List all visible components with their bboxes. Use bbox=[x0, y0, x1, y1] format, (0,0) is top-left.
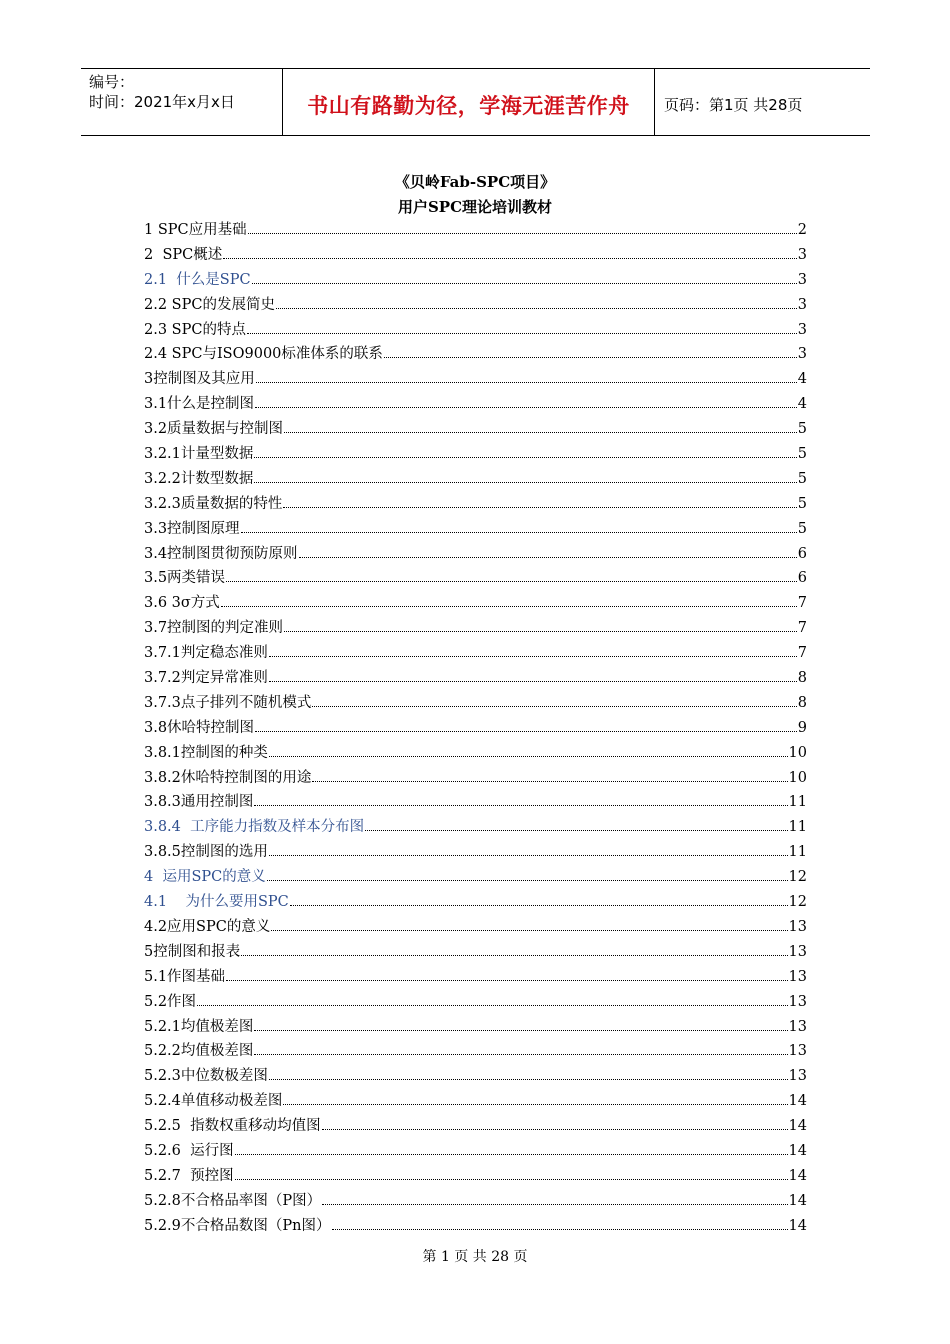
toc-entry-label: 3.2.3质量数据的特性 bbox=[144, 495, 283, 512]
toc-entry-label: 3.1什么是控制图 bbox=[144, 396, 255, 413]
page-footer: 第 1 页 共 28 页 bbox=[422, 1249, 528, 1265]
toc-entry-page: 7 bbox=[797, 620, 807, 637]
toc-entry[interactable] bbox=[144, 392, 807, 417]
toc-entry[interactable] bbox=[144, 591, 807, 616]
toc-leader-dots bbox=[254, 805, 787, 806]
toc-entry[interactable] bbox=[144, 243, 807, 268]
toc-entry-label: 2.1 什么是SPC bbox=[144, 271, 251, 288]
toc-leader-dots bbox=[241, 955, 787, 956]
toc-entry-page: 13 bbox=[788, 1043, 807, 1060]
toc-entry-label: 5.2.9不合格品数图（Pn图） bbox=[144, 1217, 331, 1234]
toc-entry[interactable] bbox=[144, 1189, 807, 1214]
toc-entry-label: 5.2.6 运行图 bbox=[144, 1142, 234, 1159]
toc-entry-label: 3.3控制图原理 bbox=[144, 520, 240, 537]
header-motto-cell bbox=[282, 69, 655, 135]
toc-entry[interactable] bbox=[144, 766, 807, 791]
toc-leader-dots bbox=[255, 731, 797, 732]
header-number-label: 编号： bbox=[89, 73, 135, 91]
toc-entry-page: 13 bbox=[788, 943, 807, 960]
toc-entry-label: 5.2.4单值移动极差图 bbox=[144, 1093, 283, 1110]
toc-entry[interactable] bbox=[144, 666, 807, 691]
toc-entry-page: 5 bbox=[797, 520, 807, 537]
toc-entry-label: 4 运用SPC的意义 bbox=[144, 869, 266, 886]
toc-entry[interactable] bbox=[144, 965, 807, 990]
toc-leader-dots bbox=[269, 656, 797, 657]
toc-leader-dots bbox=[269, 855, 788, 856]
toc-entry-label: 5.2.8不合格品率图（P图） bbox=[144, 1192, 322, 1209]
toc-leader-dots bbox=[223, 258, 797, 259]
toc-entry-page: 13 bbox=[788, 993, 807, 1010]
toc-entry-page: 4 bbox=[797, 371, 807, 388]
toc-entry-label: 3.7.1判定稳态准则 bbox=[144, 645, 268, 662]
toc-entry-page: 5 bbox=[797, 446, 807, 463]
toc-leader-dots bbox=[283, 1104, 787, 1105]
toc-entry-label: 3.7.2判定异常准则 bbox=[144, 670, 268, 687]
toc-leader-dots bbox=[267, 880, 788, 881]
toc-entry[interactable] bbox=[144, 641, 807, 666]
toc-leader-dots bbox=[322, 1129, 788, 1130]
toc-entry-page: 8 bbox=[797, 694, 807, 711]
toc-leader-dots bbox=[254, 1054, 787, 1055]
toc-entry-page: 14 bbox=[788, 1167, 807, 1184]
toc-entry-page: 14 bbox=[788, 1093, 807, 1110]
toc-leader-dots bbox=[256, 382, 797, 383]
toc-leader-dots bbox=[235, 1179, 788, 1180]
header-page-info: 页码：第1页 共28页 bbox=[664, 95, 803, 114]
toc-entry-page: 6 bbox=[797, 570, 807, 587]
toc-entry[interactable] bbox=[144, 1089, 807, 1114]
toc-entry-label: 3控制图及其应用 bbox=[144, 371, 255, 388]
toc-leader-dots bbox=[299, 557, 797, 558]
toc-entry-label: 5.2.5 指数权重移动均值图 bbox=[144, 1118, 321, 1135]
toc-leader-dots bbox=[226, 980, 787, 981]
toc-entry-label: 2.4 SPC与ISO9000标准体系的联系 bbox=[144, 346, 383, 363]
toc-leader-dots bbox=[271, 930, 787, 931]
toc-entry-page: 5 bbox=[797, 495, 807, 512]
toc-entry-label: 3.8休哈特控制图 bbox=[144, 719, 255, 736]
toc-entry[interactable] bbox=[144, 517, 807, 542]
toc-leader-dots bbox=[254, 457, 796, 458]
toc-entry[interactable] bbox=[144, 616, 807, 641]
toc-entry[interactable] bbox=[144, 940, 807, 965]
document-subtitle: 用户SPC理论培训教材 bbox=[397, 198, 553, 216]
toc-leader-dots bbox=[241, 532, 797, 533]
toc-entry-label: 3.7.3点子排列不随机模式 bbox=[144, 694, 312, 711]
toc-entry-label: 3.5两类错误 bbox=[144, 570, 226, 587]
toc-entry[interactable] bbox=[144, 840, 807, 865]
toc-entry-page: 10 bbox=[788, 744, 807, 761]
toc-entry-label: 2 SPC概述 bbox=[144, 246, 223, 263]
toc-entry[interactable] bbox=[144, 342, 807, 367]
toc-entry-page: 11 bbox=[788, 794, 807, 811]
toc-entry-page: 13 bbox=[788, 1018, 807, 1035]
toc-entry-page: 3 bbox=[797, 246, 807, 263]
toc-entry[interactable] bbox=[144, 1214, 807, 1239]
toc-entry-label: 1 SPC应用基础 bbox=[144, 222, 247, 238]
toc-entry-page: 7 bbox=[797, 595, 807, 612]
toc-entry-page: 5 bbox=[797, 470, 807, 487]
toc-leader-dots bbox=[248, 233, 797, 234]
toc-entry[interactable] bbox=[144, 293, 807, 318]
header-time-label: 时间：2021年x月x日 bbox=[89, 93, 235, 111]
toc-entry[interactable] bbox=[144, 990, 807, 1015]
toc-leader-dots bbox=[221, 606, 797, 607]
toc-entry-label: 3.7控制图的判定准则 bbox=[144, 620, 284, 637]
toc-leader-dots bbox=[247, 333, 797, 334]
toc-entry-page: 3 bbox=[797, 346, 807, 363]
toc-entry[interactable] bbox=[144, 691, 807, 716]
toc-leader-dots bbox=[226, 581, 797, 582]
toc-entry-label: 3.8.2休哈特控制图的用途 bbox=[144, 769, 312, 786]
toc-entry[interactable] bbox=[144, 1064, 807, 1089]
toc-entry[interactable] bbox=[144, 367, 807, 392]
toc-entry-page: 5 bbox=[797, 421, 807, 438]
toc-entry-label: 5.2作图 bbox=[144, 993, 197, 1010]
toc-leader-dots bbox=[290, 905, 788, 906]
toc-entry-page: 9 bbox=[797, 719, 807, 736]
toc-leader-dots bbox=[269, 1079, 788, 1080]
toc-entry-page: 14 bbox=[788, 1118, 807, 1135]
toc-entry-label: 3.8.1控制图的种类 bbox=[144, 744, 268, 761]
toc-entry-label: 5.2.1均值极差图 bbox=[144, 1018, 254, 1035]
toc-entry-label: 5.1作图基础 bbox=[144, 968, 226, 985]
toc-entry-page: 12 bbox=[788, 869, 807, 886]
toc-leader-dots bbox=[284, 631, 797, 632]
toc-entry-label: 5.2.7 预控图 bbox=[144, 1167, 234, 1184]
toc-leader-dots bbox=[365, 830, 787, 831]
toc-entry-label: 5控制图和报表 bbox=[144, 943, 241, 960]
toc-entry-page: 14 bbox=[788, 1192, 807, 1209]
toc-entry-page: 6 bbox=[797, 545, 807, 562]
toc-entry-label: 3.8.3通用控制图 bbox=[144, 794, 254, 811]
toc-entry[interactable] bbox=[144, 566, 807, 591]
toc-entry-label: 3.8.4 工序能力指数及样本分布图 bbox=[144, 819, 365, 836]
header-motto: 书山有路勤为径，学海无涯苦作舟 bbox=[307, 94, 630, 118]
toc-leader-dots bbox=[254, 482, 796, 483]
toc-entry-label: 5.2.3中位数极差图 bbox=[144, 1068, 268, 1085]
toc-leader-dots bbox=[276, 308, 797, 309]
toc-leader-dots bbox=[197, 1005, 787, 1006]
toc-entry-page: 14 bbox=[788, 1217, 807, 1234]
toc-entry[interactable] bbox=[144, 492, 807, 517]
toc-leader-dots bbox=[255, 407, 797, 408]
document-title: 《贝岭Fab-SPC项目》 bbox=[394, 173, 556, 191]
toc-entry-page: 14 bbox=[788, 1142, 807, 1159]
toc-entry-label: 4.2应用SPC的意义 bbox=[144, 918, 271, 935]
toc-entry[interactable] bbox=[144, 1114, 807, 1139]
toc-entry-page: 4 bbox=[797, 396, 807, 413]
toc-leader-dots bbox=[312, 781, 787, 782]
toc-entry-page: 10 bbox=[788, 769, 807, 786]
toc-entry-page: 3 bbox=[797, 321, 807, 338]
toc-entry[interactable] bbox=[144, 218, 807, 243]
toc-entry-page: 13 bbox=[788, 918, 807, 935]
toc-entry[interactable] bbox=[144, 741, 807, 766]
toc-entry[interactable] bbox=[144, 467, 807, 492]
toc-entry[interactable] bbox=[144, 417, 807, 442]
toc-entry[interactable] bbox=[144, 1039, 807, 1064]
toc-entry-label: 3.8.5控制图的选用 bbox=[144, 844, 268, 861]
toc-leader-dots bbox=[322, 1204, 787, 1205]
header-meta bbox=[81, 69, 282, 135]
toc-entry-page: 3 bbox=[797, 296, 807, 313]
toc-entry-label: 5.2.2均值极差图 bbox=[144, 1043, 254, 1060]
toc-entry[interactable] bbox=[144, 1164, 807, 1189]
table-of-contents bbox=[144, 218, 807, 1239]
toc-entry-page: 7 bbox=[797, 645, 807, 662]
toc-leader-dots bbox=[332, 1229, 788, 1230]
toc-entry-page: 8 bbox=[797, 670, 807, 687]
toc-entry[interactable] bbox=[144, 815, 807, 840]
toc-leader-dots bbox=[252, 283, 797, 284]
toc-entry[interactable] bbox=[144, 1139, 807, 1164]
toc-entry[interactable] bbox=[144, 318, 807, 343]
toc-entry[interactable] bbox=[144, 542, 807, 567]
toc-entry-label: 3.4控制图贯彻预防原则 bbox=[144, 545, 298, 562]
toc-entry-page: 13 bbox=[788, 968, 807, 985]
toc-entry-label: 3.2.2计数型数据 bbox=[144, 470, 254, 487]
toc-leader-dots bbox=[235, 1154, 788, 1155]
toc-entry-label: 3.2质量数据与控制图 bbox=[144, 421, 284, 438]
toc-entry[interactable] bbox=[144, 442, 807, 467]
toc-entry[interactable] bbox=[144, 865, 807, 890]
toc-leader-dots bbox=[384, 357, 797, 358]
toc-entry[interactable] bbox=[144, 716, 807, 741]
toc-entry-label: 4.1 为什么要用SPC bbox=[144, 894, 289, 911]
toc-entry[interactable] bbox=[144, 1015, 807, 1040]
toc-entry-page: 11 bbox=[788, 819, 807, 836]
toc-leader-dots bbox=[312, 706, 796, 707]
toc-leader-dots bbox=[254, 1030, 787, 1031]
toc-entry-page: 13 bbox=[788, 1068, 807, 1085]
toc-entry[interactable] bbox=[144, 268, 807, 293]
toc-entry[interactable] bbox=[144, 890, 807, 915]
toc-leader-dots bbox=[269, 681, 797, 682]
page-header bbox=[81, 68, 870, 136]
toc-entry-page: 11 bbox=[788, 844, 807, 861]
toc-entry-label: 2.2 SPC的发展简史 bbox=[144, 296, 275, 313]
toc-entry-label: 2.3 SPC的特点 bbox=[144, 321, 246, 338]
toc-entry[interactable] bbox=[144, 915, 807, 940]
toc-entry-label: 3.6 3σ方式 bbox=[144, 595, 220, 612]
toc-leader-dots bbox=[284, 432, 797, 433]
toc-entry-label: 3.2.1计量型数据 bbox=[144, 446, 254, 463]
toc-entry-page: 2 bbox=[797, 222, 807, 238]
toc-entry-page: 3 bbox=[797, 271, 807, 288]
toc-entry[interactable] bbox=[144, 790, 807, 815]
toc-entry-page: 12 bbox=[788, 894, 807, 911]
toc-leader-dots bbox=[269, 756, 788, 757]
toc-leader-dots bbox=[283, 507, 796, 508]
